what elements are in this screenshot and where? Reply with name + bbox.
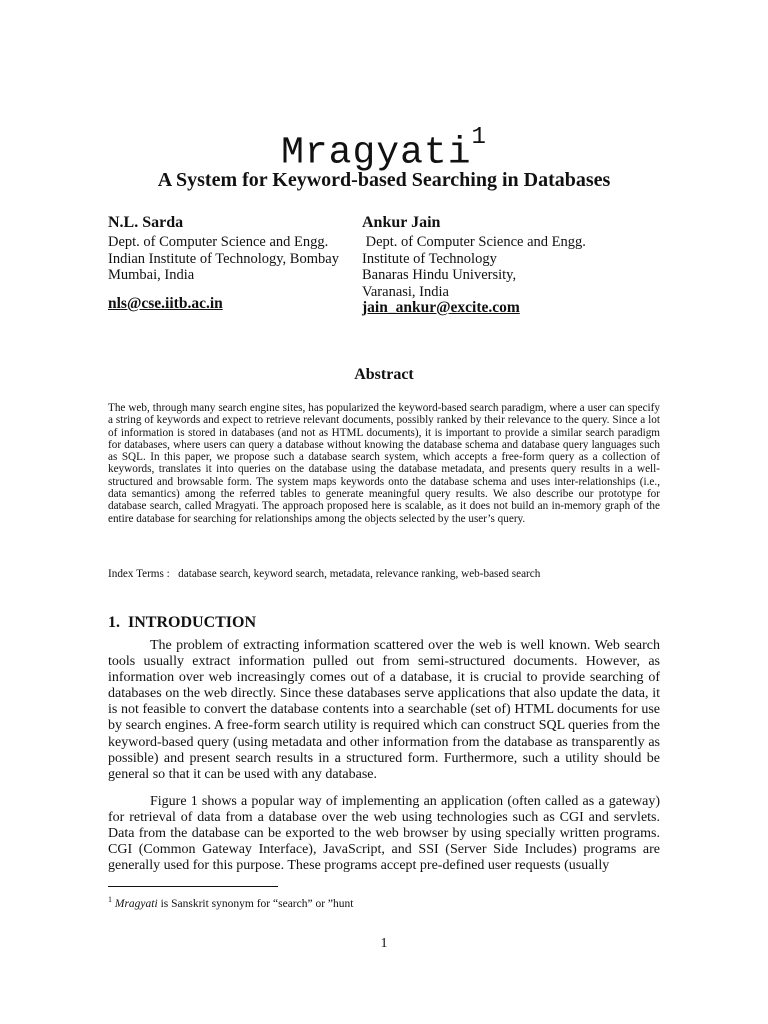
footnote-marker: 1 <box>108 895 112 904</box>
author-affiliation-line: Institute of Technology <box>362 250 497 267</box>
author-name: Ankur Jain <box>362 214 441 231</box>
author-block-sarda <box>108 213 339 312</box>
body-paragraph: Figure 1 shows a popular way of implementing an application (often called as a gateway) for retrieval of data from a database over the web using technologies such as CGI and servlets. Data from the database can be exported to the web browser by using specially written programs. CGI (Common Gateway Interface), JavaScript, and SSI (Server Side Includes) programs are generally used for this purpose. These programs accept pre-defined user requests (usually <box>108 794 660 874</box>
author-affiliation-line: Dept. of Computer Science and Engg. <box>362 234 586 250</box>
paper-subtitle: A System for Keyword-based Searching in Databases <box>157 169 611 191</box>
footnote-term: Mragyati <box>114 897 158 910</box>
page-number: 1 <box>380 936 388 951</box>
footnote-divider <box>108 886 278 887</box>
author-affiliation-line: Mumbai, India <box>108 267 195 283</box>
paper-title-text: Mragyati <box>281 131 472 175</box>
abstract-body: The web, through many search engine sites, has popularized the keyword-based search paradigm, where a user can specify a string of keywords and expect to retrieve relevant documents, possibly ranked by their relevance to the query. Since a lot of information is stored in databases (and not as HTML documents), it is important to provide a similar search paradigm for databases, where users can query a database without knowing the database schema and database query languages such as SQL. In this paper, we propose such a database search system, which accepts a free-form query as a collection of keywords, translates it into queries on the database using the database metadata, and presents query results in a well-structured and browsable form. The system maps keywords onto the database schema and uses inter-relationships (i.e., data semantics) among the referred tables to generate meaningful query results. We also describe our prototype for database search, called Mragyati. The approach proposed here is scalable, as it does not build an in-memory graph of the entire database for searching for relationships among the objects selected by the user’s query. <box>108 402 660 525</box>
author-email-link[interactable]: nls@cse.iitb.ac.in <box>108 294 223 312</box>
footnote-text: is Sanskrit synonym for “search” or ”hunt <box>157 897 354 910</box>
body-paragraph: The problem of extracting information scattered over the web is well known. Web search tools usually extract information pulled out from semi-structured documents. However, as information over web increasingly comes out of a database, it is crucial to provide searching of databases on the web directly. Since these databases serve applications that also update the data, it is not feasible to convert the database contents into a searchable (set of) HTML documents for use by search engines. A free-form search utility is required which can construct SQL queries from the keyword-based query (using metadata and other information from the database as transparently as possible) and present search results in a structured form. Furthermore, such a utility should be general so that it can be used with any database. <box>108 638 660 782</box>
author-affiliation-line: Indian Institute of Technology, Bombay <box>108 250 339 267</box>
section-heading: 1. INTRODUCTION <box>108 614 257 631</box>
index-terms: Index Terms : database search, keyword search, metadata, relevance ranking, web-based search <box>108 568 541 580</box>
title-footnote-marker: 1 <box>471 124 487 151</box>
footnote <box>108 893 353 911</box>
author-affiliation-line: Varanasi, India <box>362 283 449 300</box>
author-affiliation-line: Dept. of Computer Science and Engg. <box>108 234 329 250</box>
abstract-heading: Abstract <box>354 366 414 383</box>
author-email-link[interactable]: jain_ankur@excite.com <box>362 299 520 316</box>
author-affiliation-line: Banaras Hindu University, <box>362 267 517 283</box>
author-block-jain <box>362 213 586 317</box>
author-name: N.L. Sarda <box>108 214 184 231</box>
